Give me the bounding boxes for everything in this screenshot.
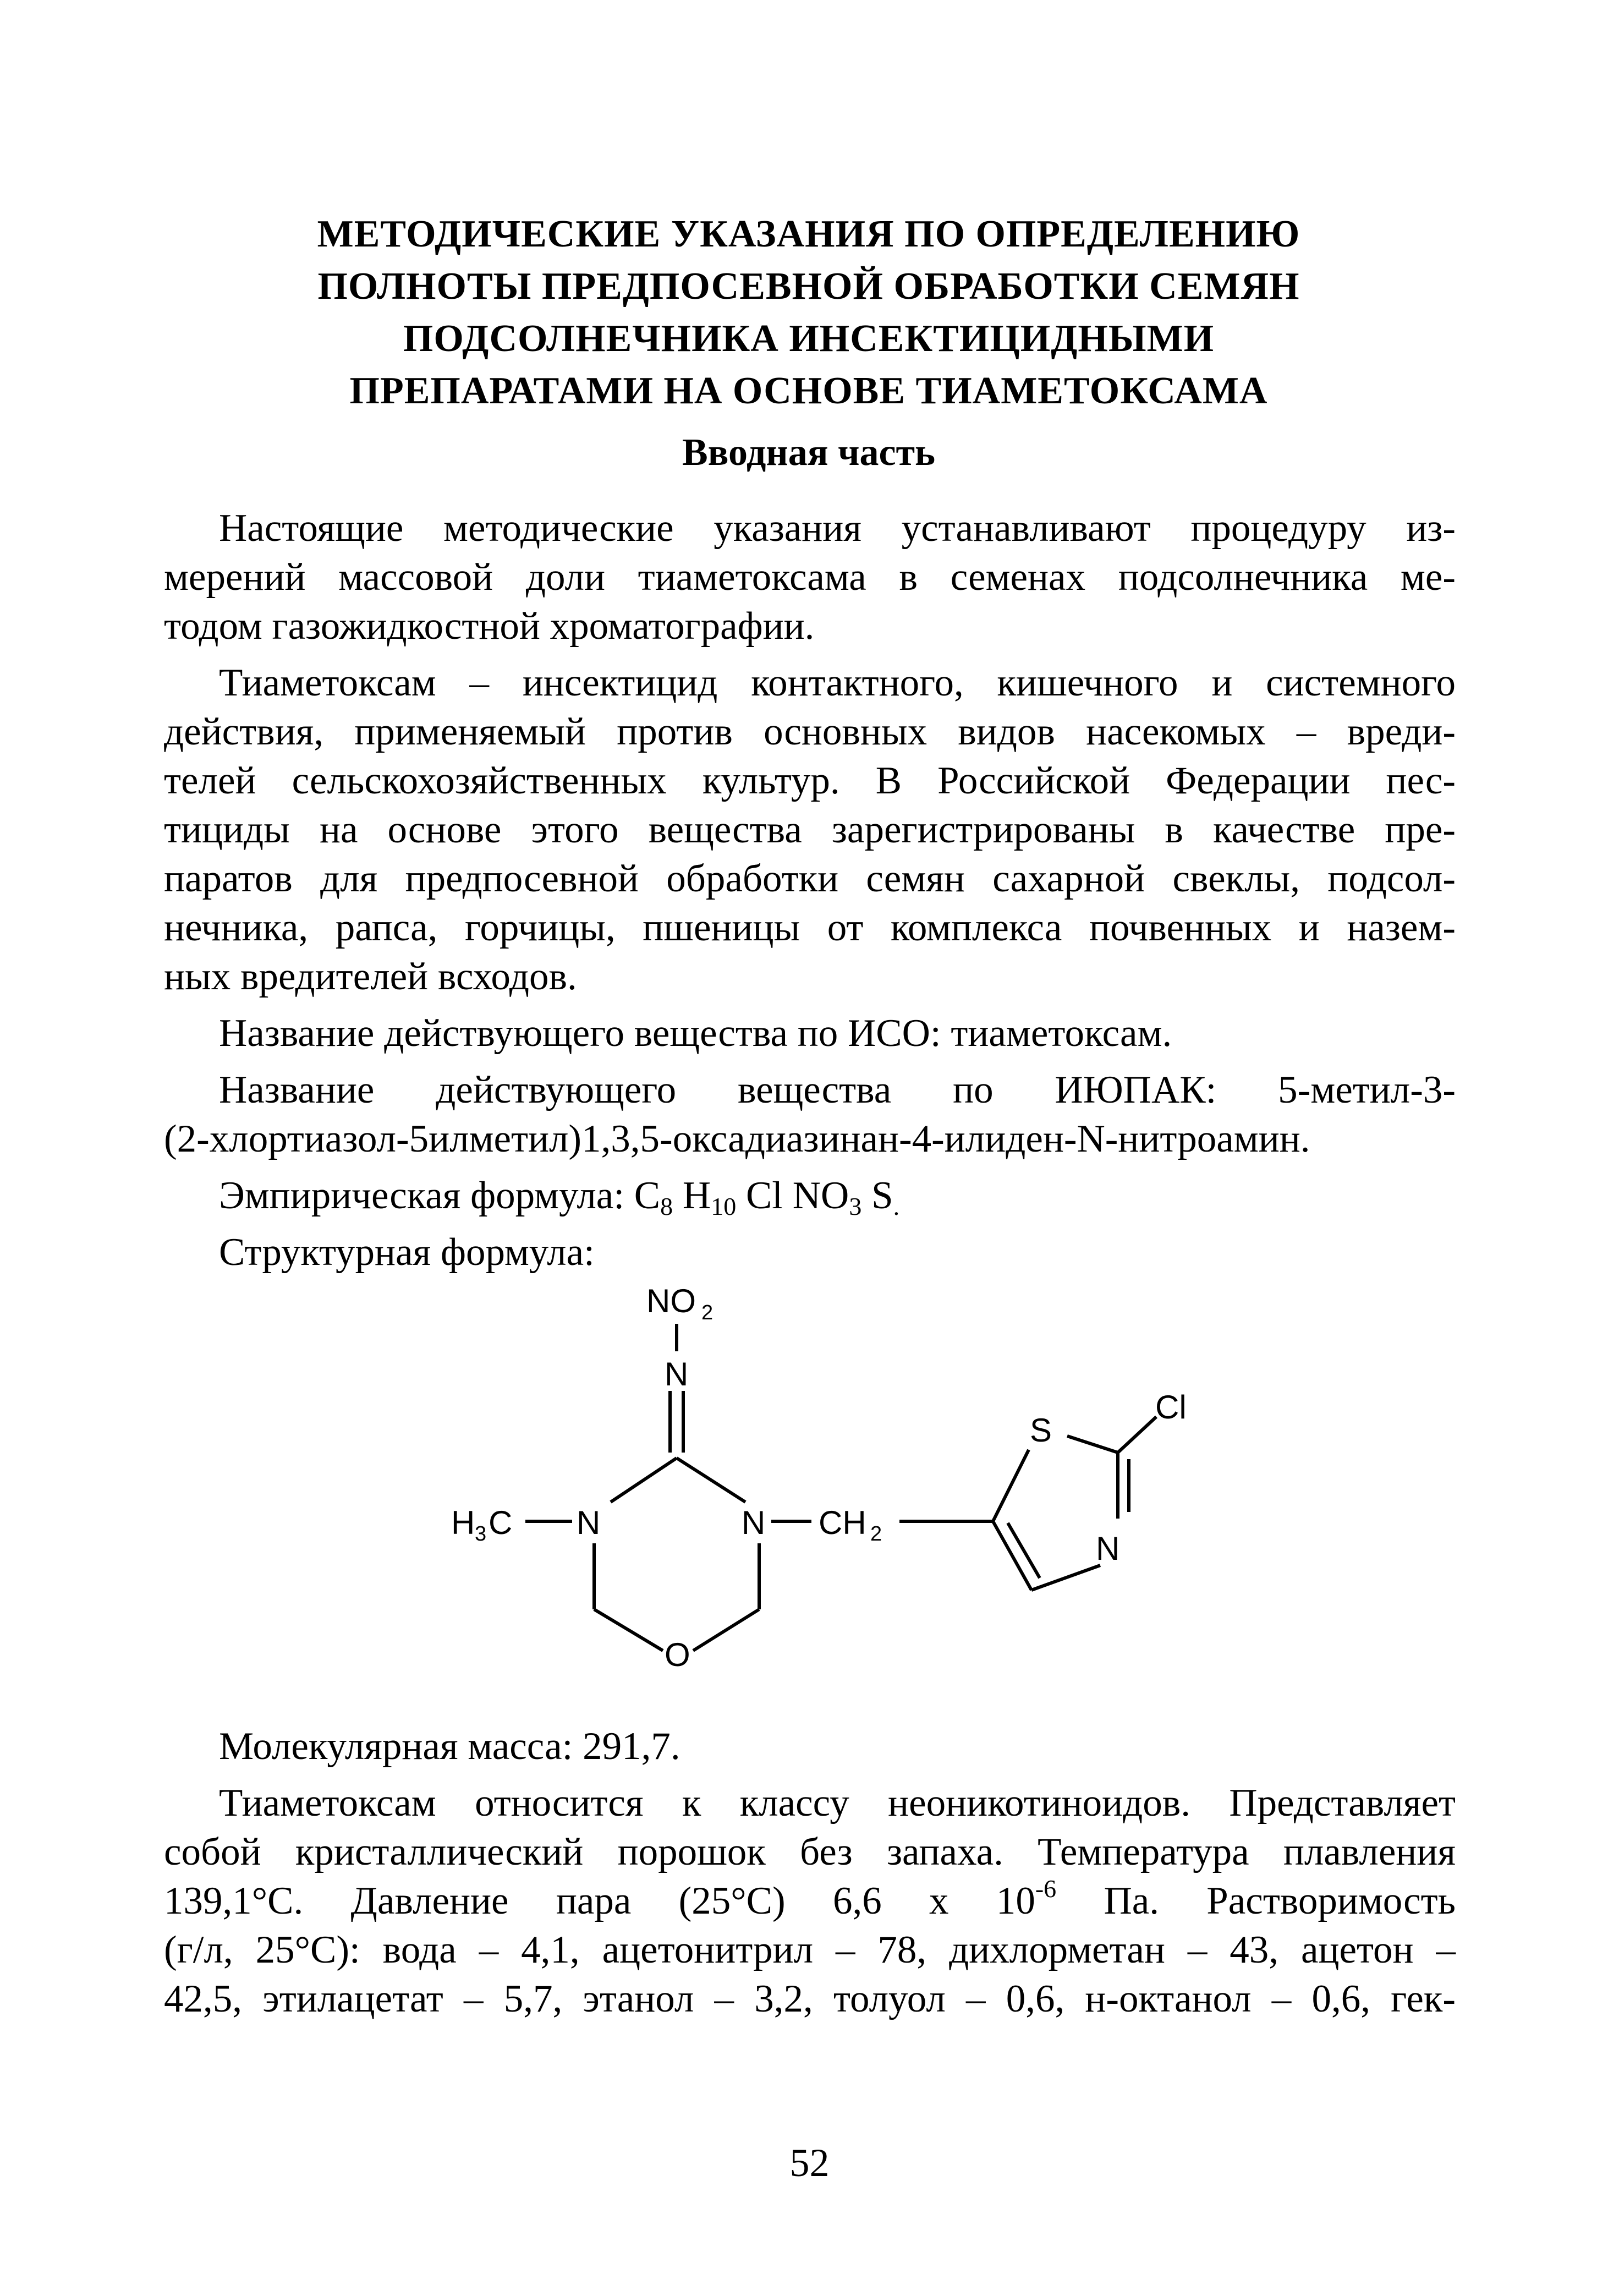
bond-ring-ch2-o [594,1609,663,1651]
atom-thiazole-s: S [1030,1412,1052,1449]
bond-ring-c-n2 [677,1458,745,1502]
text-line: Тиаметоксам относится к классу неоникотиноидов. Представляет [219,1782,1456,1824]
body-text-top [164,504,1456,1277]
atom-nitro-subscript: 2 [701,1301,714,1324]
bond-c2-cl [1118,1417,1156,1453]
iupac-name-paragraph [164,1066,1456,1164]
text-line: действия, применяемый против основных видов насекомых – вреди- [164,710,1456,753]
text-line: тициды на основе этого вещества зарегистрированы в качестве пре- [164,808,1456,851]
formula-element: H [682,1174,711,1217]
atom-methyl-c: C [489,1504,513,1541]
text-line: Название действующего вещества по ИЮПАК: 5-метил-3- [219,1068,1456,1111]
text-line: тодом газожидкостной хроматографии. [164,605,815,648]
bond-thiazole-s-c2 [1067,1436,1118,1453]
title-line: ПОЛНОТЫ ПРЕДПОСЕВНОЙ ОБРАБОТКИ СЕМЯН [317,265,1300,308]
formula-end: . [893,1192,900,1220]
properties-paragraph [164,1779,1456,2024]
formula-element: S [871,1174,893,1217]
section-heading: Вводная часть [682,431,936,474]
empirical-formula-line [164,1171,1456,1220]
atom-ring-n1: N [577,1504,601,1541]
bond-ring-o-ch2 [693,1609,759,1651]
formula-subscript: 3 [849,1192,862,1220]
title-line: МЕТОДИЧЕСКИЕ УКАЗАНИЯ ПО ОПРЕДЕЛЕНИЮ [317,213,1300,255]
text-line: телей сельскохозяйственных культур. В Российской Федерации пес- [164,759,1456,802]
atom-nitro-n: NO [646,1283,696,1319]
bond-thiazole-c4-c5-b [1008,1523,1040,1578]
text-line: нечника, рапса, горчицы, пшеницы от комплекса почвенных и назем- [164,906,1456,949]
atom-thiazole-n: N [1096,1530,1120,1567]
text-fragment: Па. Растворимость [1056,1879,1456,1922]
atom-ring-n2: N [742,1504,766,1541]
atom-ring-o: O [665,1636,690,1673]
bond-thiazole-c5-s [993,1450,1029,1521]
superscript-exponent: -6 [1035,1875,1057,1903]
text-line: мерений массовой доли тиаметоксама в семенах подсолнечника ме- [164,556,1456,599]
formula-element: C [634,1174,661,1217]
formula-label: Эмпирическая формула: [219,1174,625,1217]
text-line: ных вредителей всходов. [164,955,577,998]
text-line: собой кристаллический порошок без запаха. Температура плавления [164,1831,1456,1873]
text-fragment: 139,1°С. Давление пара (25°С) 6,6 х 10 [164,1879,1035,1922]
text-line: паратов для предпосевной обработки семян сахарной свеклы, подсол- [164,857,1456,900]
molecular-mass-line: Молекулярная масса: 291,7. [219,1725,680,1768]
text-line: (г/л, 25°С): вода – 4,1, ацетонитрил – 78, дихлорметан – 43, ацетон – [164,1928,1456,1971]
text-line: Тиаметоксам – инсектицид контактного, кишечного и системного [219,661,1456,704]
atom-ch: CH [819,1504,866,1541]
title-line: ПОДСОЛНЕЧНИКА ИНСЕКТИЦИДНЫМИ [403,317,1215,360]
text-line: Настоящие методические указания устанавливают процедуру из- [219,507,1456,550]
text-line: (2-хлортиазол-5илметил)1,3,5-оксадиазинан-4-илиден-N-нитроамин. [164,1117,1310,1160]
atom-chlorine: Cl [1155,1389,1187,1426]
atom-imine-n: N [665,1356,689,1393]
title-line: ПРЕПАРАТАМИ НА ОСНОВЕ ТИАМЕТОКСАМА [349,370,1268,412]
formula-element: NO [792,1174,849,1217]
document-title [209,208,1408,417]
description-paragraph [164,659,1456,1001]
structural-formula-diagram [451,1276,1210,1706]
text-line-with-superscript [164,1877,1456,1926]
bond-ring-n1-c [611,1458,677,1502]
structural-formula-label: Структурная формула: [219,1231,595,1274]
formula-subscript: 10 [711,1192,737,1220]
intro-paragraph [164,504,1456,651]
body-text-bottom [164,1722,1456,2024]
formula-subscript: 8 [660,1192,673,1220]
text-line: 42,5, этилацетат – 5,7, этанол – 3,2, толуол – 0,6, н-октанол – 0,6, гек- [164,1977,1456,2020]
formula-element: Cl [745,1174,783,1217]
page-number: 52 [789,2141,830,2185]
atom-methyl-subscript: 3 [475,1522,487,1546]
iso-name-line: Название действующего вещества по ИСО: тиаметоксам. [219,1012,1172,1055]
atom-methyl-h: H [451,1504,475,1541]
bond-thiazole-n-c4 [1031,1565,1100,1590]
atom-ch-subscript: 2 [870,1522,882,1546]
